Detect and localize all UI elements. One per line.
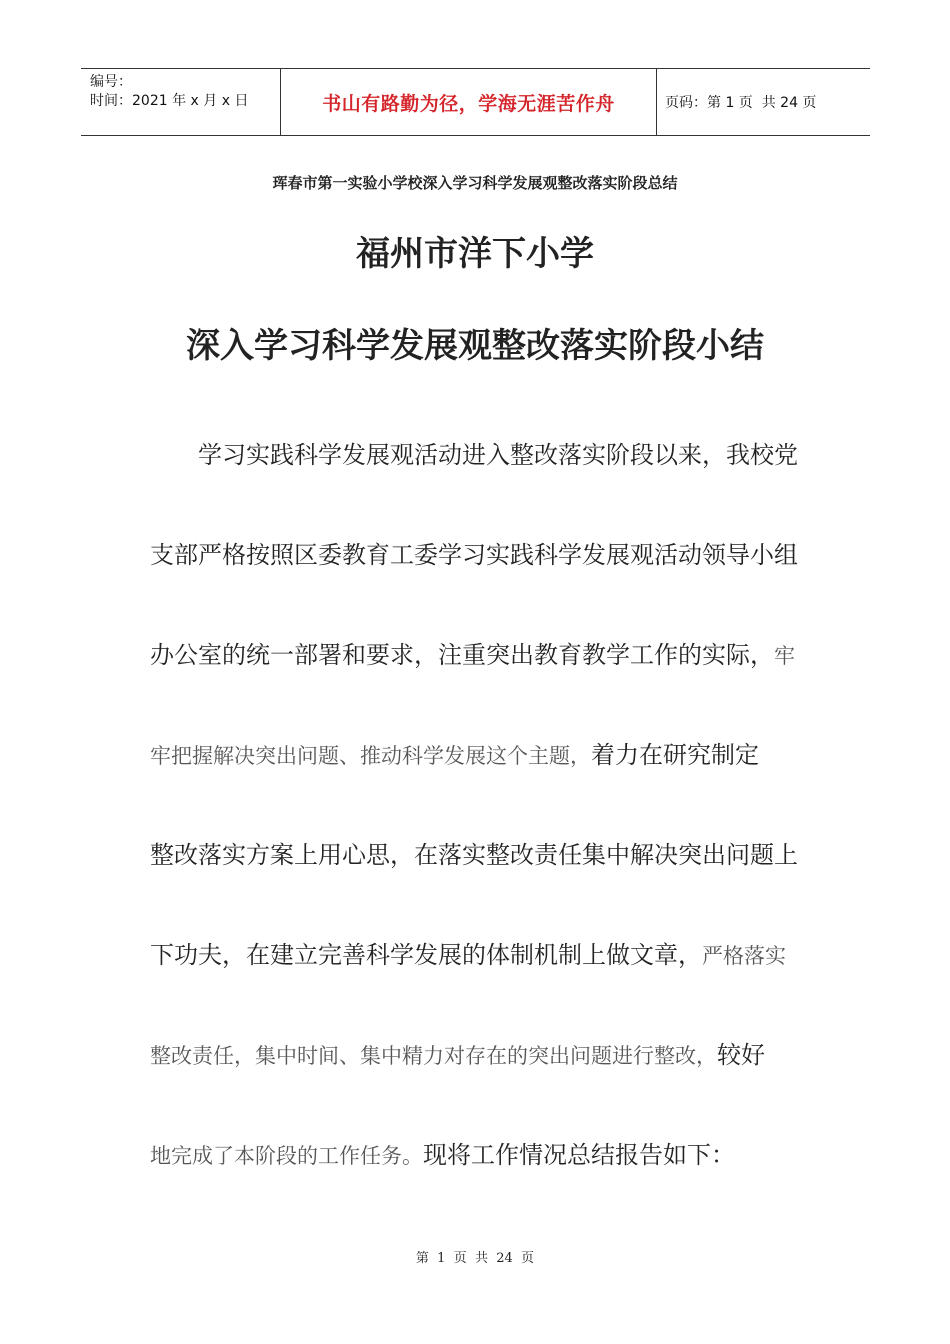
number-label: 编号： bbox=[90, 74, 132, 90]
paragraph-line bbox=[150, 1137, 800, 1237]
document-subtitle: 珲春市第一实验小学校深入学习科学发展观整改落实阶段总结 bbox=[272, 174, 678, 192]
line-text-faint: 地完成了本阶段的工作任务。 bbox=[150, 1144, 423, 1168]
body-paragraph bbox=[150, 437, 800, 1237]
line-text: 着力在研究制定 bbox=[591, 741, 759, 769]
paragraph-line bbox=[150, 637, 800, 737]
document-title-line-2: 深入学习科学发展观整改落实阶段小结 bbox=[186, 326, 764, 366]
line-text-faint: 牢把握解决突出问题、推动科学发展这个主题， bbox=[150, 744, 591, 768]
paragraph-line bbox=[150, 537, 800, 637]
line-text-faint: 严格落实 bbox=[702, 944, 786, 968]
document-title-line-1: 福州市洋下小学 bbox=[356, 234, 594, 274]
header-table bbox=[81, 68, 870, 136]
line-text-faint: 整改责任，集中时间、集中精力对存在的突出问题进行整改， bbox=[150, 1044, 717, 1068]
line-text: 办公室的统一部署和要求，注重突出教育教学工作的实际， bbox=[150, 641, 774, 669]
page-footer: 第 1 页 共 24 页 bbox=[415, 1251, 535, 1266]
header-motto-cell bbox=[281, 69, 657, 135]
page-info: 页码：第 1 页 共 24 页 bbox=[665, 95, 817, 111]
header-page-cell bbox=[657, 69, 870, 135]
line-text: 现将工作情况总结报告如下： bbox=[423, 1141, 735, 1169]
line-text-faint: 牢 bbox=[774, 644, 795, 668]
header-meta-cell bbox=[81, 69, 281, 135]
paragraph-line bbox=[150, 1037, 800, 1137]
line-text: 下功夫，在建立完善科学发展的体制机制上做文章， bbox=[150, 941, 702, 969]
motto-text: 书山有路勤为径，学海无涯苦作舟 bbox=[322, 92, 615, 115]
paragraph-line bbox=[150, 937, 800, 1037]
paragraph-line bbox=[150, 837, 800, 937]
paragraph-line bbox=[150, 737, 800, 837]
time-label: 时间：2021 年 x 月 x 日 bbox=[90, 93, 249, 109]
line-text: 较好 bbox=[717, 1041, 765, 1069]
line-text: 学习实践科学发展观活动进入整改落实阶段以来，我校党 bbox=[198, 441, 798, 469]
paragraph-line bbox=[150, 437, 800, 537]
line-text: 整改落实方案上用心思，在落实整改责任集中解决突出问题上 bbox=[150, 841, 798, 869]
line-text: 支部严格按照区委教育工委学习实践科学发展观活动领导小组 bbox=[150, 541, 798, 569]
